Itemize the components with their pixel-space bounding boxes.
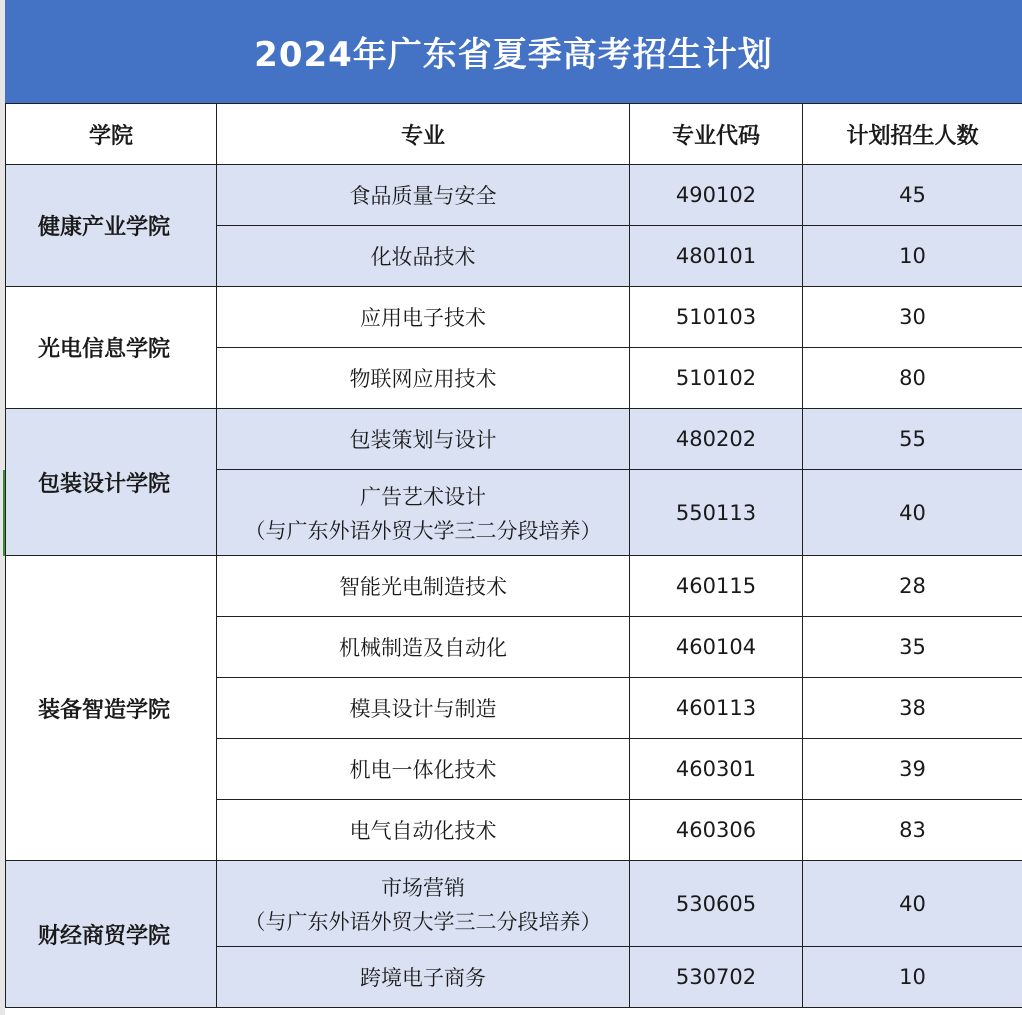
enroll-count-cell: 80 bbox=[803, 348, 1022, 409]
major-name: 广告艺术设计 bbox=[360, 484, 486, 509]
enroll-count-cell: 30 bbox=[803, 287, 1022, 348]
table-row bbox=[6, 861, 1022, 947]
enroll-count-cell: 35 bbox=[803, 617, 1022, 678]
major-cell bbox=[217, 947, 630, 1008]
major-name: 电气自动化技术 bbox=[349, 819, 497, 843]
major-cell bbox=[217, 226, 630, 287]
major-code-cell: 490102 bbox=[630, 165, 803, 226]
major-cell bbox=[217, 470, 630, 556]
major-code-cell: 460104 bbox=[630, 617, 803, 678]
college-cell: 包装设计学院 bbox=[6, 409, 217, 556]
major-code-cell: 530605 bbox=[630, 861, 803, 947]
major-cell bbox=[217, 556, 630, 617]
major-cell bbox=[217, 861, 630, 947]
page-title: 2024年广东省夏季高考招生计划 bbox=[5, 0, 1022, 103]
major-code-cell: 480101 bbox=[630, 226, 803, 287]
major-name: 市场营销 bbox=[381, 875, 465, 900]
major-code-cell: 460113 bbox=[630, 678, 803, 739]
major-code-cell: 530702 bbox=[630, 947, 803, 1008]
enroll-count-cell: 45 bbox=[803, 165, 1022, 226]
table-row bbox=[6, 409, 1022, 470]
table-row bbox=[6, 165, 1022, 226]
enroll-count-cell: 55 bbox=[803, 409, 1022, 470]
enroll-count-cell: 10 bbox=[803, 947, 1022, 1008]
major-name: 跨境电子商务 bbox=[360, 966, 486, 990]
major-note: （与广东外语外贸大学三二分段培养） bbox=[244, 909, 602, 934]
major-name: 化妆品技术 bbox=[370, 245, 476, 269]
major-code-cell: 510103 bbox=[630, 287, 803, 348]
major-name: 食品质量与安全 bbox=[349, 184, 497, 208]
table-row bbox=[6, 287, 1022, 348]
major-name: 机电一体化技术 bbox=[349, 758, 497, 782]
major-cell bbox=[217, 739, 630, 800]
major-cell bbox=[217, 287, 630, 348]
header-code: 专业代码 bbox=[630, 104, 803, 165]
enroll-count-cell: 40 bbox=[803, 470, 1022, 556]
college-cell: 装备智造学院 bbox=[6, 556, 217, 861]
header-major: 专业 bbox=[217, 104, 630, 165]
enrollment-table bbox=[5, 103, 1022, 1008]
header-row bbox=[6, 104, 1022, 165]
major-code-cell: 460115 bbox=[630, 556, 803, 617]
major-code-cell: 550113 bbox=[630, 470, 803, 556]
college-cell: 财经商贸学院 bbox=[6, 861, 217, 1008]
major-cell bbox=[217, 165, 630, 226]
major-code-cell: 510102 bbox=[630, 348, 803, 409]
enroll-count-cell: 39 bbox=[803, 739, 1022, 800]
table-body bbox=[6, 165, 1022, 1008]
major-code-cell: 480202 bbox=[630, 409, 803, 470]
college-cell: 健康产业学院 bbox=[6, 165, 217, 287]
major-code-cell: 460301 bbox=[630, 739, 803, 800]
college-cell: 光电信息学院 bbox=[6, 287, 217, 409]
major-name: 智能光电制造技术 bbox=[339, 575, 507, 599]
major-note: （与广东外语外贸大学三二分段培养） bbox=[244, 518, 602, 543]
major-cell bbox=[217, 409, 630, 470]
table-row bbox=[6, 556, 1022, 617]
enroll-count-cell: 38 bbox=[803, 678, 1022, 739]
enroll-count-cell: 83 bbox=[803, 800, 1022, 861]
major-name: 物联网应用技术 bbox=[349, 367, 497, 391]
major-name: 包装策划与设计 bbox=[349, 428, 497, 452]
enrollment-plan-sheet bbox=[5, 0, 1022, 1012]
enroll-count-cell: 28 bbox=[803, 556, 1022, 617]
header-college: 学院 bbox=[6, 104, 217, 165]
major-code-cell: 460306 bbox=[630, 800, 803, 861]
major-name: 应用电子技术 bbox=[360, 306, 486, 330]
major-cell bbox=[217, 617, 630, 678]
major-cell bbox=[217, 678, 630, 739]
enroll-count-cell: 10 bbox=[803, 226, 1022, 287]
major-cell bbox=[217, 800, 630, 861]
major-name: 模具设计与制造 bbox=[349, 697, 497, 721]
enroll-count-cell: 40 bbox=[803, 861, 1022, 947]
major-name: 机械制造及自动化 bbox=[339, 636, 507, 660]
major-cell bbox=[217, 348, 630, 409]
header-count: 计划招生人数 bbox=[803, 104, 1022, 165]
